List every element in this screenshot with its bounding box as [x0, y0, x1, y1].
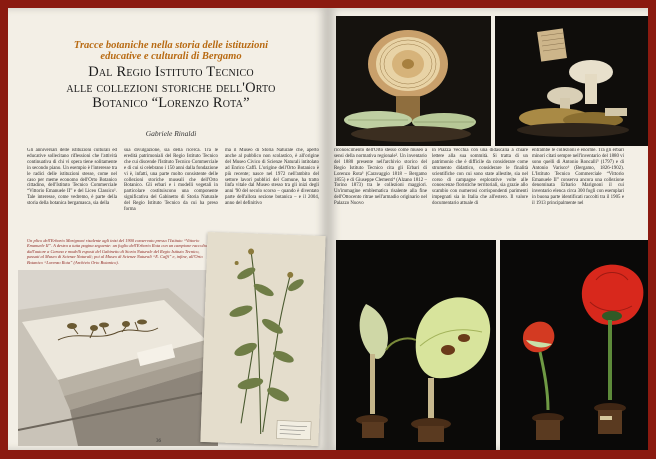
- text-column-left-3: ma il Museo di Storia Naturale che, aperto anche al pubblico non scolastico, è all'origine del Museo Civico di Scienze Naturali intitolato ad Enrico Caffi. L'origine dell'Orto Botanico è più recente; nasce nel 1972 nell'ambito del settore lavori pubblici del Comune, ha tratto linfa vitale dal Museo stesso tra gli inizi degli anni '90 del secolo scorso – quando è diventato parte dell'allora sezione botanica – e il 2004, anno del definitivo: [225, 148, 319, 207]
- title-line-3: Botanico “Lorenzo Rota”: [92, 95, 250, 111]
- mushroom-model-photo: [495, 16, 648, 146]
- title-line-1: Dal Regio Istituto Tecnico: [88, 64, 254, 80]
- text-column-left-1: Gli anniversari delle istituzioni culturali ed educative sollecitano riflessioni che l'attività continuativa di chi vi opera tiene solitamente in secondo piano. Un esempio è l'interesse tra le radici delle istituzioni stesse, come nel caso per meme economo dell'Orto Botanico cittadino, dell'Istituto Tecnico Commerciale “Vittorio Emanuele II” e del Liceo Classico¹. Tale interesse, come vedremo, è parte della storia della botanica bergamasca, sia della: [27, 148, 117, 207]
- page-number: 36: [156, 439, 161, 444]
- magazine-spread: [8, 8, 648, 450]
- article-kicker: [26, 40, 316, 62]
- article-title: [22, 65, 320, 112]
- text-column-right-3: entrambe le collezioni è enorme. Tra gli erbari minori citati sempre nell'inventario del 1880 vi sono quelli di Antonio Roncalli⁵ (1797) e di Antonio Varisco⁶ (Bergamo, 1826-1902). L'Istituto Tecnico Commerciale “Vittorio Emanuele II” conserva ancora una collezione denominata Erbario Marignoni il cui inventario elenca circa 300 fogli con esemplari in buona parte identificati raccolti tra il 1905 e il 1913 principalmente nel: [532, 148, 624, 207]
- seed-pod-model-photo: [336, 240, 496, 450]
- text-column-right-2: in Piazza Vecchia con una didascalia a chiare lettere alla sua sommità. Si tratta di un patrimonio che è difficile da considerare come strumento didattico, considerare le finalità scientifiche con cui sono state allestite, sia nel corso di campagne esplorative volte alle conoscenze floristiche territoriali, sia grazie allo scambio con numerosi corrispondenti parimenti impegnati sia in Italia che all'estero. Il valore documentario attuale di: [432, 148, 528, 207]
- title-line-2: alle collezioni storiche dell'Orto: [66, 79, 276, 96]
- stem-section-model-photo: [336, 16, 491, 146]
- left-page: [8, 8, 328, 450]
- kicker-line-1: Tracce botaniche nella storia delle istituzioni: [73, 40, 269, 51]
- poppy-flower-model-photo: [500, 240, 648, 450]
- herbarium-binder-photo: [18, 270, 218, 446]
- herbarium-sheet-photo: [200, 232, 325, 446]
- photo-caption: Un plico dell'Erbario Marignoni risalente agli inizi del 1900 conservato presso l'Istituto “Vittorio Emanuele II”. A destra a tutta pagina seguente: un foglio dell'Erbario Rota con un campione raccolto dall'autore a Carona e modelli esposti del Gabinetto di Storia Naturale del Regio Istituto Tecnico, passati al Museo di Scienze Naturali; poi al Museo di Scienze Naturali “E. Caffi” e, infine, all'Orto Botanico “Lorenzo Rota” (Archivio Orto Botanico).: [27, 238, 208, 265]
- author-byline: Gabriele Rinaldi: [145, 129, 197, 138]
- text-column-left-2: sua divulgazione, sia della ricerca. Tra le eredità patrimoniali del Regio Istituto Tecnico che cui discende l'Istituto Tecnico Commerciale e di cui si celebrano i 150 anni dalla fondazione vi è, infatti, una parte molto consistente delle collezioni storiche museali che dell'Orto Botanico. Gli erbari e i modelli vegetali in particolare costituiscono una componente significativa del Gabinetto di Storia Naturale del Regio Istituto Tecnico da cui ha preso forma: [124, 148, 218, 213]
- text-column-right-1: riconoscimento dell'Orto stesso come museo a sensi della normativa regionale². Un inventario del 1880 presente nell'archivio storico del Regio Istituto Tecnico cita gli Erbari di Lorenzo Rota³ (Caravaggio 1818 – Bergamo 1855) e di Giuseppe Clementi⁴ (Alzano 1812 – Torino 1873) tra le collezioni maggiori. Un'immagine emblematica risalente alla fine dell'Ottocento ritrae nell'armadio originario nel Palazzo Nuovo: [334, 148, 427, 207]
- kicker-line-2: educative e culturali di Bergamo: [100, 51, 242, 62]
